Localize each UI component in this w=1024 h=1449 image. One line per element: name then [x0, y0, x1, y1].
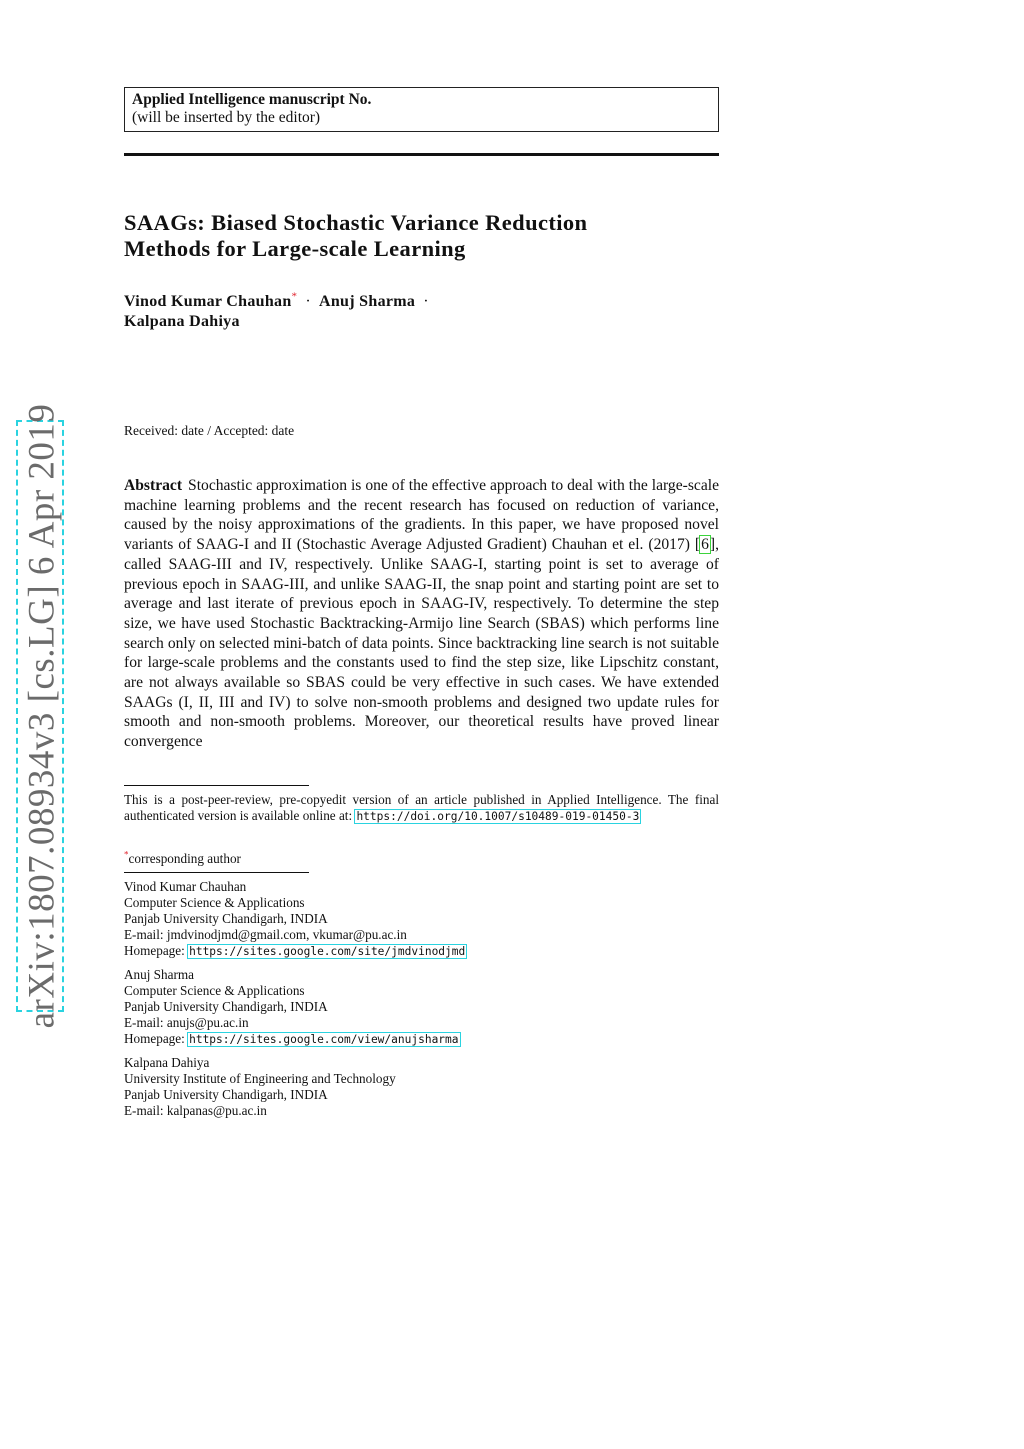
affiliation-homepage	[124, 1031, 719, 1048]
publication-footnote	[124, 792, 719, 825]
abstract: Abstract Stochastic approximation is one of the effective approach to deal with the large-scale machine learning problems and the recent research has focused on reduction of variance, caused by the noisy approximations of the gradients. In this paper, we have proposed novel variants of SAAG-I and II (Stochastic Average Adjusted Gradient) Chauhan et el. (2017) [6], called SAAG-III and IV, respectively. Unlike SAAG-I, starting point is set to average of previous epoch in SAAG-III, and unlike SAAG-II, the snap point and starting point are set to average and last iterate of previous epoch in SAAG-IV, respectively. To determine the step size, we have used Stochastic Backtracking-Armijo line Search (SBAS) which performs line search only on selected mini-batch of data points. Since backtracking line search is not suitable for large-scale problems and the constants used to find the step size, like Lipschitz constant, are not always available so SBAS could be very effective in such cases. We have extended SAAGs (I, II, III and IV) to solve non-smooth problems and designed two update rules for smooth and non-smooth problems. Moreover, our theoretical results have proved linear convergence	[124, 477, 719, 751]
affiliation-rule	[124, 872, 309, 873]
affiliation-block	[124, 879, 719, 960]
author-separator: ·	[305, 293, 311, 310]
affiliation-block	[124, 1055, 719, 1119]
corresponding-text: corresponding author	[128, 851, 241, 866]
affiliation-email: E-mail: anujs@pu.ac.in	[124, 1015, 249, 1030]
header-rule	[124, 153, 719, 156]
affiliation-org: Panjab University Chandigarh, INDIA	[124, 1087, 328, 1102]
affiliation-dept: University Institute of Engineering and Technology	[124, 1071, 396, 1086]
affiliation-name: Anuj Sharma	[124, 967, 194, 982]
corresponding-author-note	[124, 851, 241, 867]
affiliation-block	[124, 967, 719, 1048]
editor-note: (will be inserted by the editor)	[132, 109, 321, 126]
homepage-link[interactable]: https://sites.google.com/view/anujsharma	[189, 1033, 459, 1046]
homepage-label: Homepage:	[124, 1031, 189, 1046]
author-3: Kalpana Dahiya	[124, 313, 240, 330]
author-separator: ·	[423, 293, 429, 310]
abstract-text: Stochastic approximation is one of the effective approach to deal with the large-scale machine learning problems and the recent research has focused on reduction of variance, caused by the noisy approximations of the gradients. In this paper, we have proposed novel variants of SAAG-I and II (Stochastic Average Adjusted Gradient) Chauhan et el. (2017)	[124, 477, 719, 554]
affiliation-homepage	[124, 943, 719, 960]
doi-link[interactable]: https://doi.org/10.1007/s10489-019-01450-3	[356, 810, 640, 823]
abstract-heading: Abstract	[124, 477, 183, 494]
homepage-link[interactable]: https://sites.google.com/site/jmdvinodjmd	[189, 945, 466, 958]
affiliation-name: Kalpana Dahiya	[124, 1055, 210, 1070]
abstract-text-continued: , called SAAG-III and IV, respectively. Unlike SAAG-I, starting point is set to average of previous epoch in SAAG-III, and unlike SAAG-II, the snap point and starting point are set to average and last iterate of previous epoch in SAAG-IV, respectively. To determine the step size, we have used Stochastic Backtracking-Armijo line Search (SBAS) which performs line search only on selected mini-batch of data points. Since backtracking line search is not suitable for large-scale problems and the constants used to find the step size, like Lipschitz constant, are not always available so SBAS could be very effective in such cases. We have extended SAAGs (I, II, III and IV) to solve non-smooth problems and designed two update rules for smooth and non-smooth problems. Moreover, our theoretical results have proved linear convergence	[124, 536, 719, 751]
author-1: Vinod Kumar Chauhan	[124, 293, 292, 310]
affiliation-email: E-mail: jmdvinodjmd@gmail.com, vkumar@pu.ac.in	[124, 927, 407, 942]
author-2: Anuj Sharma	[319, 293, 416, 310]
affiliation-dept: Computer Science & Applications	[124, 895, 305, 910]
journal-name: Applied Intelligence manuscript No.	[132, 91, 372, 108]
author-list	[124, 292, 719, 332]
citation-link[interactable]: 6	[701, 536, 709, 554]
journal-header-box	[124, 87, 719, 132]
affiliation-name: Vinod Kumar Chauhan	[124, 879, 247, 894]
title-line-2: Methods for Large-scale Learning	[124, 236, 466, 261]
footnote-text: This is a post-peer-review, pre-copyedit version of an article published in Applied Intelligence. The final authenticated version is available online at:	[124, 792, 719, 823]
footnote-rule	[124, 785, 309, 786]
corresponding-author-mark[interactable]: *	[291, 290, 298, 303]
received-accepted-line: Received: date / Accepted: date	[124, 423, 295, 438]
homepage-label: Homepage:	[124, 943, 189, 958]
affiliation-email: E-mail: kalpanas@pu.ac.in	[124, 1103, 267, 1118]
title-line-1: SAAGs: Biased Stochastic Variance Reduction	[124, 210, 588, 235]
paper-title	[124, 210, 719, 262]
corresponding-mark: *	[124, 849, 129, 860]
affiliation-org: Panjab University Chandigarh, INDIA	[124, 911, 328, 926]
affiliation-org: Panjab University Chandigarh, INDIA	[124, 999, 328, 1014]
arxiv-identifier: arXiv:1807.08934v3 [cs.LG] 6 Apr 2019	[21, 403, 63, 1029]
affiliation-dept: Computer Science & Applications	[124, 983, 305, 998]
